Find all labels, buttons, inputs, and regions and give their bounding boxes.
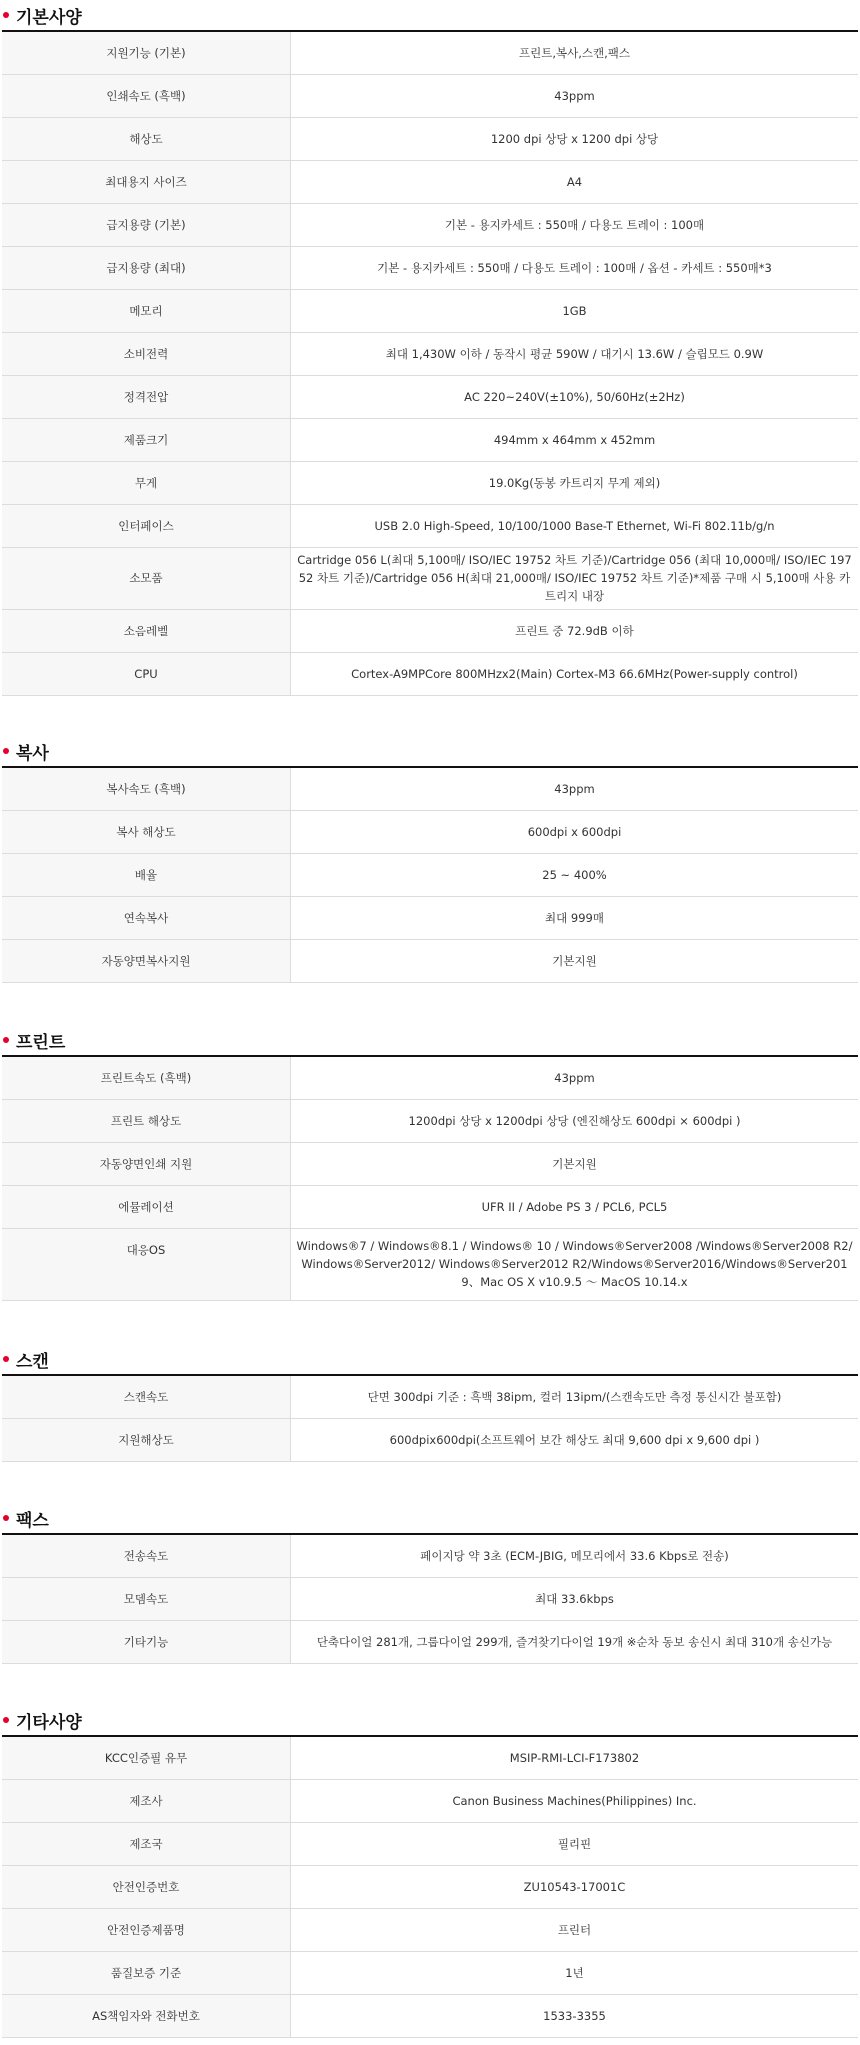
row-label: 소비전력 (2, 332, 291, 375)
spec-table (2, 1735, 858, 2038)
table-row (2, 74, 858, 117)
row-value: 1200 dpi 상당 x 1200 dpi 상당 (291, 117, 859, 160)
section-title (0, 0, 860, 30)
table-row (2, 939, 858, 982)
table-row (2, 1228, 858, 1300)
section-title (0, 1503, 860, 1533)
table-row (2, 1185, 858, 1228)
section-print (0, 1025, 860, 1301)
section-basic-spec (0, 0, 860, 696)
section-copy (0, 736, 860, 983)
table-row (2, 160, 858, 203)
table-row (2, 289, 858, 332)
row-value: 19.0Kg(동봉 카트리지 무게 제외) (291, 461, 859, 504)
table-row (2, 547, 858, 609)
row-label: 안전인증번호 (2, 1865, 291, 1908)
table-row (2, 1418, 858, 1461)
row-label: 지원기능 (기본) (2, 31, 291, 74)
row-label: 급지용량 (기본) (2, 203, 291, 246)
row-label: 대응OS (2, 1228, 291, 1300)
spec-table (2, 30, 858, 696)
spec-table (2, 1055, 858, 1301)
section-title (0, 1705, 860, 1735)
row-value: MSIP-RMI-LCI-F173802 (291, 1736, 859, 1779)
row-value: 1200dpi 상당 x 1200dpi 상당 (엔진해상도 600dpi × 600dpi ) (291, 1099, 859, 1142)
row-value: 1533-3355 (291, 1994, 859, 2037)
row-value: USB 2.0 High-Speed, 10/100/1000 Base-T Ethernet, Wi-Fi 802.11b/g/n (291, 504, 859, 547)
row-label: 해상도 (2, 117, 291, 160)
row-label: 최대용지 사이즈 (2, 160, 291, 203)
table-row (2, 117, 858, 160)
row-value: 기본지원 (291, 939, 859, 982)
row-value: 단면 300dpi 기준 : 흑백 38ipm, 컬러 13ipm/(스캔속도만 측정 통신시간 불포함) (291, 1375, 859, 1418)
row-value: Windows®7 / Windows®8.1 / Windows® 10 / Windows®Server2008 /Windows®Server2008 R2/ Windows®Server2012/ Windows®Server2012 R2/Windows®Server2016/Windows®Server2019、Mac OS X v10.9.5 ～ MacOS 10.14.x (291, 1228, 859, 1300)
row-label: KCC인증필 유무 (2, 1736, 291, 1779)
row-value: 프린트,복사,스캔,팩스 (291, 31, 859, 74)
section-title (0, 1344, 860, 1374)
row-label: 복사 해상도 (2, 810, 291, 853)
table-row (2, 1865, 858, 1908)
row-value: 기본 - 용지카세트 : 550매 / 다용도 트레이 : 100매 (291, 203, 859, 246)
row-value: 최대 1,430W 이하 / 동작시 평균 590W / 대기시 13.6W / 슬립모드 0.9W (291, 332, 859, 375)
table-row (2, 461, 858, 504)
row-value: 기본지원 (291, 1142, 859, 1185)
section-title (0, 736, 860, 766)
table-row (2, 767, 858, 810)
row-value: ZU10543-17001C (291, 1865, 859, 1908)
row-value: 필리핀 (291, 1822, 859, 1865)
row-value: 600dpix600dpi(소프트웨어 보간 해상도 최대 9,600 dpi x 9,600 dpi ) (291, 1418, 859, 1461)
row-label: 지원해상도 (2, 1418, 291, 1461)
row-value: 최대 999매 (291, 896, 859, 939)
bullet-dot-icon (3, 12, 9, 18)
row-label: 자동양면복사지원 (2, 939, 291, 982)
row-label: 프린트속도 (흑백) (2, 1056, 291, 1099)
table-row (2, 853, 858, 896)
table-row (2, 375, 858, 418)
table-row (2, 1375, 858, 1418)
table-row (2, 1577, 858, 1620)
row-label: 에뮬레이션 (2, 1185, 291, 1228)
row-label: 소모품 (2, 547, 291, 609)
table-row (2, 1056, 858, 1099)
table-row (2, 1908, 858, 1951)
row-label: 프린트 해상도 (2, 1099, 291, 1142)
table-row (2, 1534, 858, 1577)
row-label: 급지용량 (최대) (2, 246, 291, 289)
table-row (2, 31, 858, 74)
row-value: 600dpi x 600dpi (291, 810, 859, 853)
table-row (2, 810, 858, 853)
row-value: A4 (291, 160, 859, 203)
row-label: 전송속도 (2, 1534, 291, 1577)
row-value: AC 220~240V(±10%), 50/60Hz(±2Hz) (291, 375, 859, 418)
row-value: UFR II / Adobe PS 3 / PCL6, PCL5 (291, 1185, 859, 1228)
row-value: 1GB (291, 289, 859, 332)
row-label: 메모리 (2, 289, 291, 332)
table-row (2, 504, 858, 547)
bullet-dot-icon (3, 1515, 9, 1521)
row-value: 기본 - 용지카세트 : 550매 / 다용도 트레이 : 100매 / 옵션 - 카세트 : 550매*3 (291, 246, 859, 289)
section-title-text: 복사 (16, 743, 49, 764)
table-row (2, 246, 858, 289)
row-value: 43ppm (291, 1056, 859, 1099)
row-label: 정격전압 (2, 375, 291, 418)
section-title-text: 팩스 (16, 1510, 49, 1531)
row-value: 43ppm (291, 767, 859, 810)
spec-table (2, 1374, 858, 1462)
row-label: 제품크기 (2, 418, 291, 461)
bullet-dot-icon (3, 1037, 9, 1043)
spec-table (2, 766, 858, 983)
row-label: 무게 (2, 461, 291, 504)
row-label: 인터페이스 (2, 504, 291, 547)
table-row (2, 418, 858, 461)
table-row (2, 203, 858, 246)
bullet-dot-icon (3, 748, 9, 754)
row-value: Cortex-A9MPCore 800MHzx2(Main) Cortex-M3 66.6MHz(Power-supply control) (291, 652, 859, 695)
section-other-spec (0, 1705, 860, 2038)
row-label: 제조사 (2, 1779, 291, 1822)
table-row (2, 1779, 858, 1822)
row-label: 모뎀속도 (2, 1577, 291, 1620)
row-label: 제조국 (2, 1822, 291, 1865)
row-value: 페이지당 약 3초 (ECM-JBIG, 메모리에서 33.6 Kbps로 전송) (291, 1534, 859, 1577)
section-scan (0, 1344, 860, 1462)
row-value: 494mm x 464mm x 452mm (291, 418, 859, 461)
bullet-dot-icon (3, 1356, 9, 1362)
table-row (2, 1822, 858, 1865)
row-value: 프린터 (291, 1908, 859, 1951)
section-title-text: 스캔 (16, 1351, 49, 1372)
row-value: Canon Business Machines(Philippines) Inc. (291, 1779, 859, 1822)
row-label: 인쇄속도 (흑백) (2, 74, 291, 117)
row-value: 프린트 중 72.9dB 이하 (291, 609, 859, 652)
table-row (2, 1951, 858, 1994)
section-title-text: 기타사양 (16, 1712, 82, 1733)
section-title-text: 기본사양 (16, 7, 82, 28)
row-value: 1년 (291, 1951, 859, 1994)
table-row (2, 1142, 858, 1185)
row-label: 자동양면인쇄 지원 (2, 1142, 291, 1185)
row-value: 최대 33.6kbps (291, 1577, 859, 1620)
row-label: AS책임자와 전화번호 (2, 1994, 291, 2037)
row-label: CPU (2, 652, 291, 695)
bullet-dot-icon (3, 1717, 9, 1723)
section-title (0, 1025, 860, 1055)
table-row (2, 1736, 858, 1779)
row-value: Cartridge 056 L(최대 5,100매/ ISO/IEC 19752 차트 기준)/Cartridge 056 (최대 10,000매/ ISO/IEC 19752 차트 기준)/Cartridge 056 H(최대 21,000매/ ISO/IEC 19752 차트 기준)*제품 구매 시 5,100매 사용 카트리지 내장 (291, 547, 859, 609)
table-row (2, 609, 858, 652)
table-row (2, 332, 858, 375)
row-value: 25 ~ 400% (291, 853, 859, 896)
row-label: 스캔속도 (2, 1375, 291, 1418)
table-row (2, 652, 858, 695)
row-value: 단축다이얼 281개, 그룹다이얼 299개, 즐겨찾기다이얼 19개 ※순차 동보 송신시 최대 310개 송신가능 (291, 1620, 859, 1663)
row-label: 연속복사 (2, 896, 291, 939)
table-row (2, 1620, 858, 1663)
spec-table (2, 1533, 858, 1664)
row-label: 복사속도 (흑백) (2, 767, 291, 810)
table-row (2, 896, 858, 939)
row-label: 안전인증제품명 (2, 1908, 291, 1951)
table-row (2, 1994, 858, 2037)
section-fax (0, 1503, 860, 1664)
row-value: 43ppm (291, 74, 859, 117)
table-row (2, 1099, 858, 1142)
section-title-text: 프린트 (16, 1032, 66, 1053)
row-label: 기타기능 (2, 1620, 291, 1663)
row-label: 배율 (2, 853, 291, 896)
row-label: 품질보증 기준 (2, 1951, 291, 1994)
row-label: 소음레벨 (2, 609, 291, 652)
